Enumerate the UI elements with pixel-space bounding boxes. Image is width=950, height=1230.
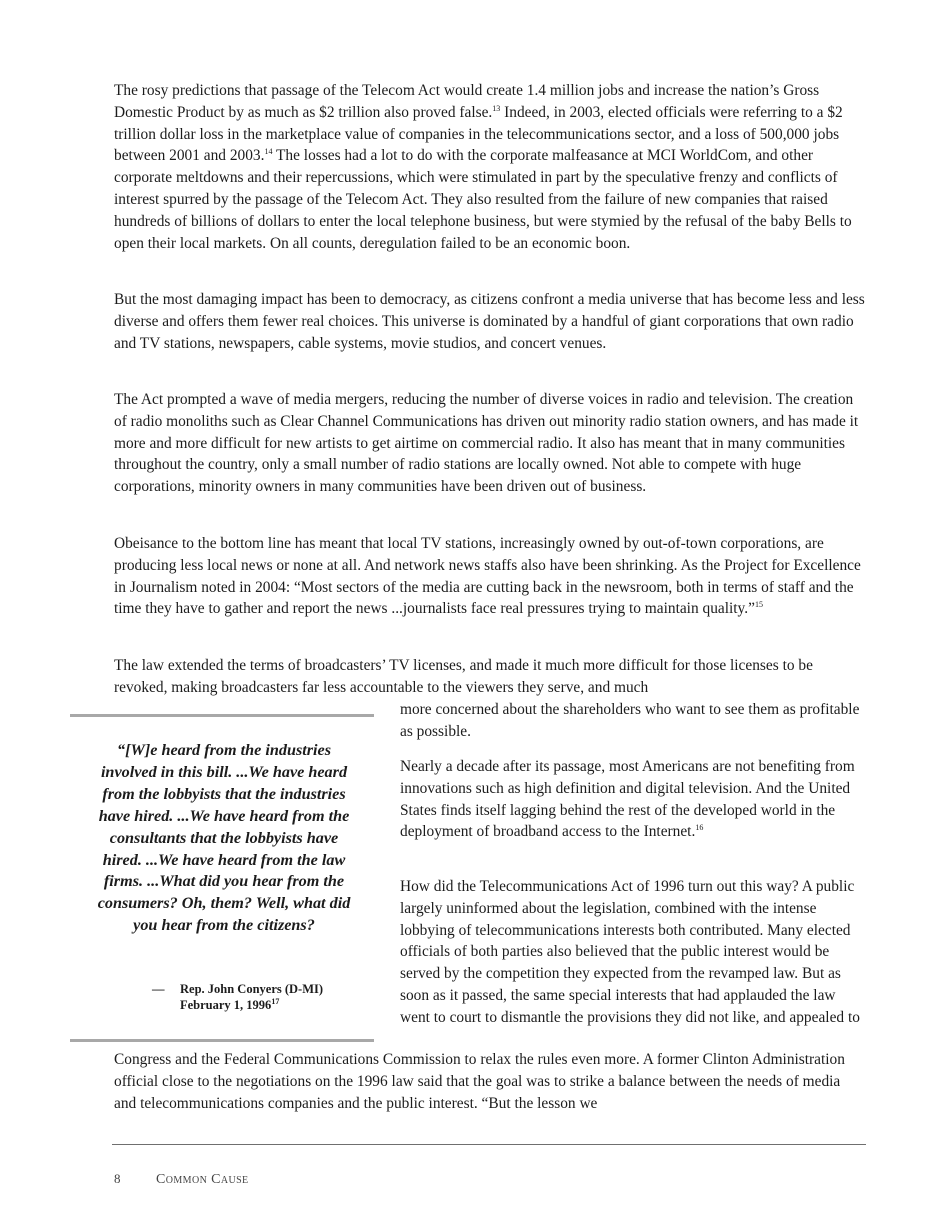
attribution-dash: — — [152, 982, 165, 996]
attribution-date: February 1, 1996 — [180, 997, 272, 1012]
paragraph-how-did-act-turn-out: How did the Telecommunications Act of 1996 turn out this way? A public largely uninformed about the legislation, combined with the intense lobbying of telecommunications interests both contributed. Many elected officials of both parties also believed that the public interest would be served by the competition they expected from the revamped law. But as soon as it passed, the same special interests that had applauded the law went to court to dismantle the provisions they did not like, and appealed to — [400, 878, 860, 1026]
paragraph-democracy-impact: But the most damaging impact has been to democracy, as citizens confront a media universe that has become less and less diverse and offers them fewer real choices. This universe is dominated by a handful of giant corporations that own radio and TV stations, newspapers, cable systems, movie studios, and concert venues. — [114, 291, 865, 352]
paragraph-text: Indeed, in 2003, elected officials were referring to a $2 trillion dollar loss in the marketplace value of companies in the telecommunications sector, and a loss of 500,000 jobs between 2001 and 2003. — [114, 103, 843, 165]
footnote-ref-14: 14 — [264, 147, 273, 157]
page-number: 8 — [114, 1171, 121, 1186]
footnote-ref-15: 15 — [754, 600, 763, 610]
footer-rule — [112, 1144, 866, 1145]
page-footer — [114, 1171, 249, 1188]
paragraph-text: The rosy predictions that passage of the Telecom Act would create 1.4 million jobs and increase the nation’s Gross Domestic Product by as much as $2 trillion also proved false. — [114, 82, 820, 121]
paragraph-local-news — [114, 533, 866, 620]
paragraph-media-mergers: The Act prompted a wave of media mergers, reducing the number of diverse voices in radio and television. The creation of radio monoliths such as Clear Channel Communications has driven out minority radio station owners, and has made it more and more difficult for new artists to get airtime on commercial radio. It also has meant that in many communities throughout the country, only a small number of radio stations are locally owned. Not able to compete with huge corporations, minority owners in many communities have been driven out of business. — [114, 391, 859, 496]
attribution-speaker: Rep. John Conyers (D-MI) — [180, 982, 324, 996]
pull-quote: “[W]e heard from the industries involved in this bill. ...We have heard from the lobbyists that the industries have hired. ...We have heard from the consultants that the lobbyists have hired. ...We have heard from the law firms. ...What did you hear from the consumers? Oh, them? Well, what did you hear from the citizens? — [97, 741, 351, 935]
pull-quote-top-rule — [70, 714, 374, 717]
paragraph-text: The losses had a lot to do with the corporate malfeasance at MCI WorldCom, and other corporate meltdowns and their repercussions, which were stimulated in part by the speculative frenzy and conflicts of interest spurred by the passage of the Telecom Act. They also resulted from the failure of new companies that raised hundreds of billions of dollars to enter the local telephone business, but were stymied by the refusal of the baby Bells to open their local markets. On all counts, deregulation failed to be an economic boon. — [114, 147, 852, 252]
publication-name: Common Cause — [156, 1172, 249, 1187]
paragraph-economic-predictions — [114, 80, 866, 254]
paragraph-licenses-end: more concerned about the shareholders who want to see them as profitable as possible. — [400, 701, 860, 740]
pull-quote-bottom-rule — [70, 1039, 374, 1042]
footnote-ref-17: 17 — [271, 996, 280, 1006]
footnote-ref-13: 13 — [492, 103, 501, 113]
pull-quote-attribution — [152, 982, 323, 1013]
paragraph-clinton-official: Congress and the Federal Communications Commission to relax the rules even more. A former Clinton Administration official close to the negotiations on the 1996 law said that the goal was to strike a balance between the needs of media and telecommunications companies and the public interest. “But the lesson we — [114, 1051, 845, 1112]
attribution-date-line — [180, 998, 323, 1014]
paragraph-text: Obeisance to the bottom line has meant that local TV stations, increasingly owned by out-of-town corporations, are producing less local news or none at all. And network news staffs also have been shrinking. As the Project for Excellence in Journalism noted in 2004: “Most sectors of the media are cutting back in the newsroom, both in terms of staff and the time they have to gather and report the news ...journalists face real pressures trying to maintain quality.” — [114, 535, 861, 618]
paragraph-text: Nearly a decade after its passage, most Americans are not benefiting from innovations such as high definition and digital television. And the United States finds itself lagging behind the rest of the developed world in the deployment of broadband access to the Internet. — [400, 758, 855, 841]
paragraph-licenses-start: The law extended the terms of broadcasters’ TV licenses, and made it much more difficult for those licenses to be revoked, making broadcasters far less accountable to the viewers they serve, and much — [114, 657, 813, 696]
attribution-lines — [180, 982, 323, 1013]
footnote-ref-16: 16 — [695, 823, 704, 833]
paragraph-broadband — [400, 756, 862, 843]
